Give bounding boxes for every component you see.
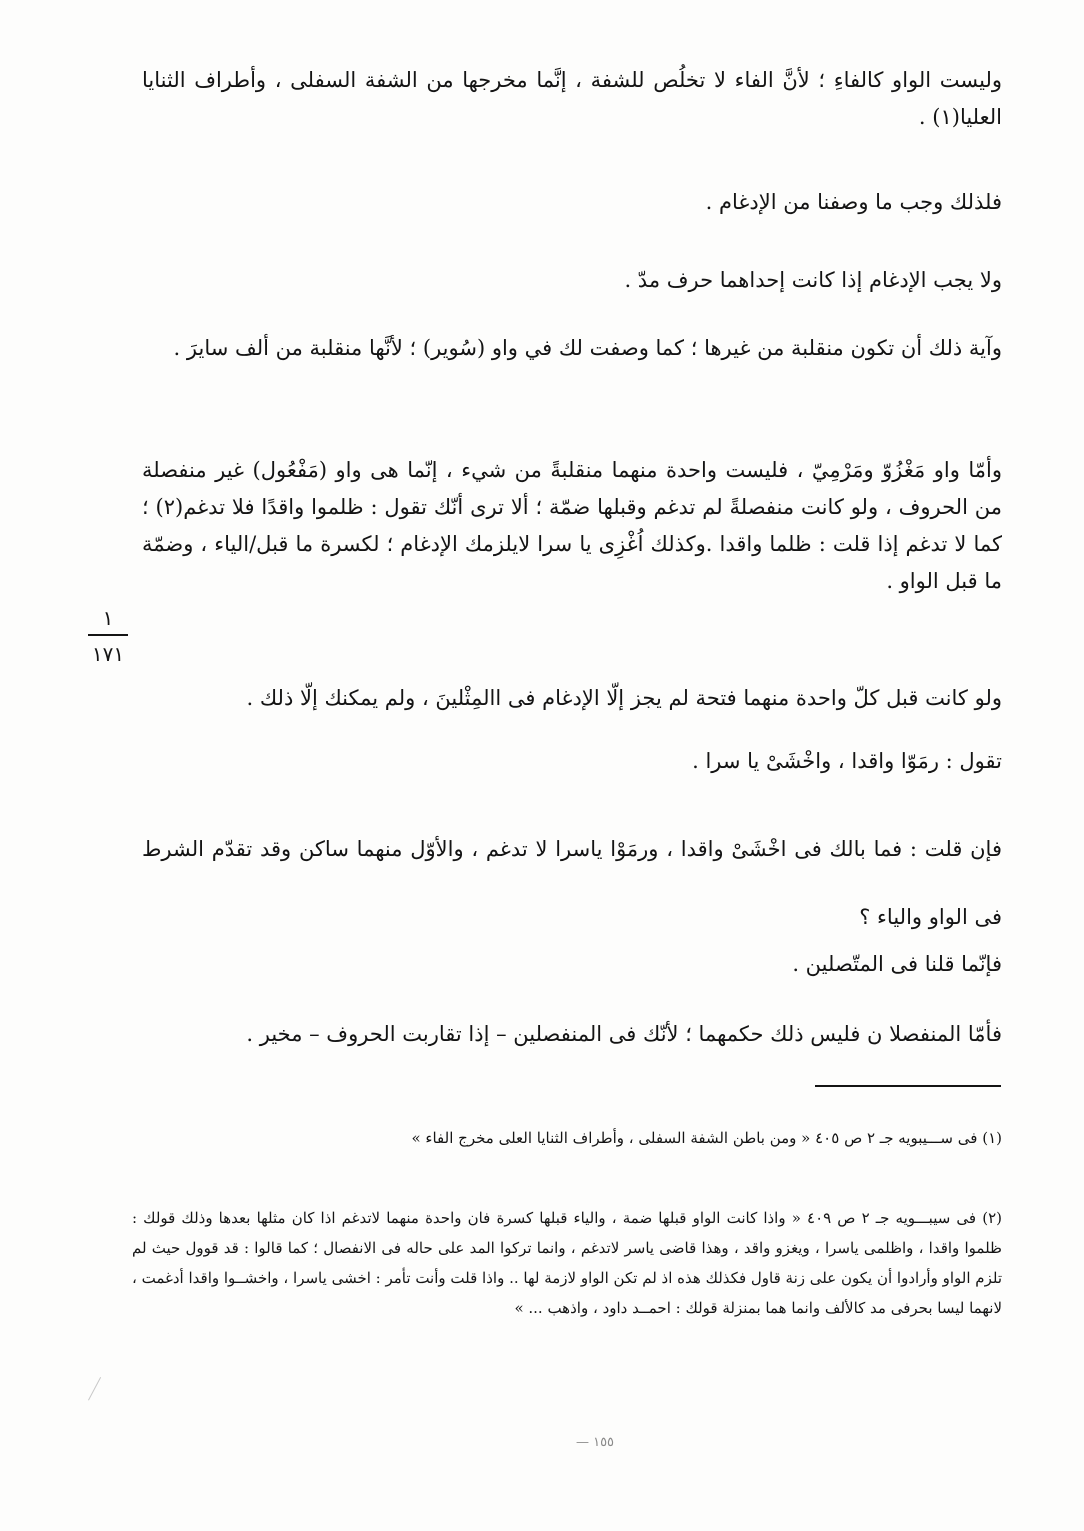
body-paragraph-9: فإنّما قلنا فى المتّصلين . — [792, 952, 1002, 976]
body-paragraph-7: تقول : رمَوّا واقدا ، واخْشَىْ يا سرا . — [692, 749, 1002, 773]
body-paragraph-1: وليست الواو كالفاءِ ؛ لأنَّ الفاء لا تخلُص للشفة ، إنَّما مخرجها من الشفة السفلى ، وأطراف الثنايا العليا(١) . — [142, 68, 1002, 129]
margin-page-reference — [80, 604, 136, 668]
scan-artifact — [88, 1377, 101, 1400]
body-paragraph-6: ولو كانت قبل كلّ واحدة منهما فتحة لم يجز إلّا الإدغام فى االمِثْلينَ ، ولم يمكنك إلّا ذلك . — [246, 686, 1002, 710]
margin-reference-denominator: ١٧١ — [91, 642, 125, 666]
body-paragraph-4: وآية ذلك أن تكون منقلبة من غيرها ؛ كما وصفت لك في واو (سُوير) ؛ لأنَّها منقلبة من ألف سايرَ . — [173, 336, 1002, 360]
footnote-2: (٢) فى سيبـــويه جـ ٢ ص ٤٠٩ « واذا كانت الواو قبلها ضمة ، والياء قبلها كسرة فان واحدة منهما لاتدغم اذا كان مثلها بعدها وذلك قولك : ظلموا واقدا ، واظلمى ياسرا ، ويغزو واقد ، وهذا قاضى ياسر لاتدغم ، وانما تركوا المد على حاله فى الانفصال ؛ كما قالوا : قد قوول حيث لم تلزم الواو وأرادوا أن يكون على زنة قاول فكذلك هذه اذ لم تكن الواو لازمة لها .. واذا قلت وأنت تأمر : اخشى ياسرا ، واخشــوا واقدا أدغمت ، لانهما ليسا بحرفى مد كالألف وانما هما بمنزلة قولك : احمــد داود ، واذهب ... » — [132, 1209, 1002, 1317]
body-paragraph-8: فإن قلت : فما بالك فى اخْشَىْ واقدا ، ورمَوْا ياسرا لا تدغم ، والأوّل منهما ساكن وقد تقدّم الشرط فى الواو والياء ؟ — [142, 837, 1002, 929]
footnote-divider — [815, 1085, 1001, 1087]
body-paragraph-5: وأمّا واو مَغْزُوّ ومَرْمِيّ ، فليست واحدة منهما منقلبةً من شيء ، إنّما هى واو (مَفْعُول) غير منفصلة من الحروف ، ولو كانت منفصلةً لم تدغم وقبلها ضمّة ؛ ألا ترى أنّك تقول : ظلموا واقدًا فلا تدغم(٢) ؛ كما لا تدغم إذا قلت : ظلما واقدا .وكذلك اُغْزِى يا سرا لايلزمك الإدغام ؛ لكسرة ما قبل/الياء ، وضمّة ما قبل الواو . — [142, 458, 1002, 593]
body-paragraph-2: فلذلك وجب ما وصفنا من الإدغام . — [705, 190, 1002, 214]
margin-reference-numerator: ١ — [88, 604, 128, 636]
page-number: ١٥٥ — — [575, 1435, 615, 1450]
body-paragraph-10: فأمّا المنفصلا ن فليس ذلك حكمهما ؛ لأنّك فى المنفصلين – إذا تقاربت الحروف – مخير . — [246, 1022, 1002, 1046]
body-paragraph-3: ولا يجب الإدغام إذا كانت إحداهما حرف مدّ . — [624, 268, 1002, 292]
footnote-1: (١) فى ســـيبويه جـ ٢ ص ٤٠٥ « ومن باطن الشفة السفلى ، وأطراف الثنايا العلى مخرج الفاء » — [411, 1129, 1002, 1147]
